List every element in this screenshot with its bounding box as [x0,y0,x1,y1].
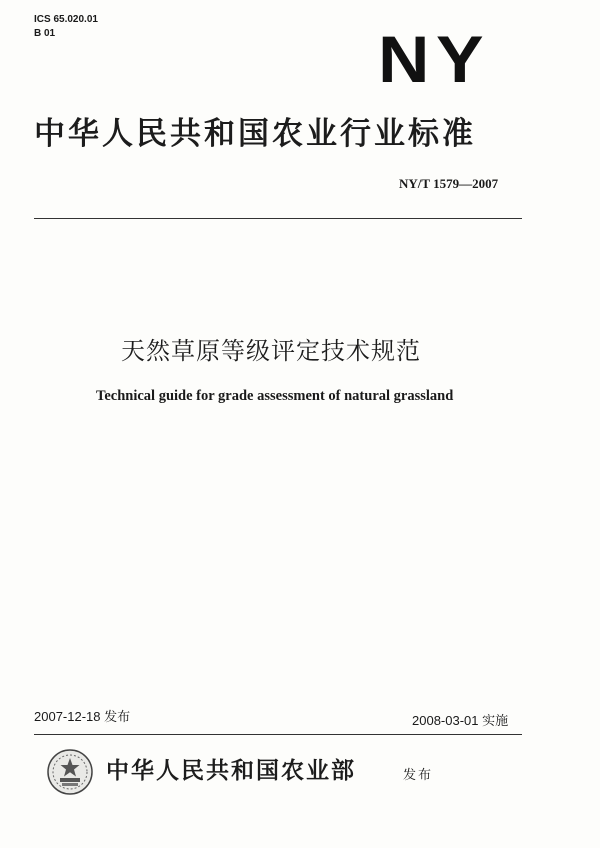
classification-code: B 01 [34,28,56,39]
ny-logo: NY [378,22,490,96]
document-title-english: Technical guide for grade assessment of natural grassland [96,388,454,404]
top-divider [34,218,522,219]
issuer-suffix: 发布 [403,768,434,783]
ics-code: ICS 65.020.01 [34,14,98,25]
issue-date: 2007-12-18 发布 [34,709,131,724]
issuer-name: 中华人民共和国农业部 [106,758,356,784]
document-title: 天然草原等级评定技术规范 [121,337,421,365]
implementation-date: 2008-03-01 实施 [412,713,509,728]
national-emblem-icon [46,748,94,796]
standard-title: 中华人民共和国农业行业标准 [34,116,476,152]
standard-number: NY/T 1579—2007 [399,176,499,191]
bottom-divider [34,734,522,735]
